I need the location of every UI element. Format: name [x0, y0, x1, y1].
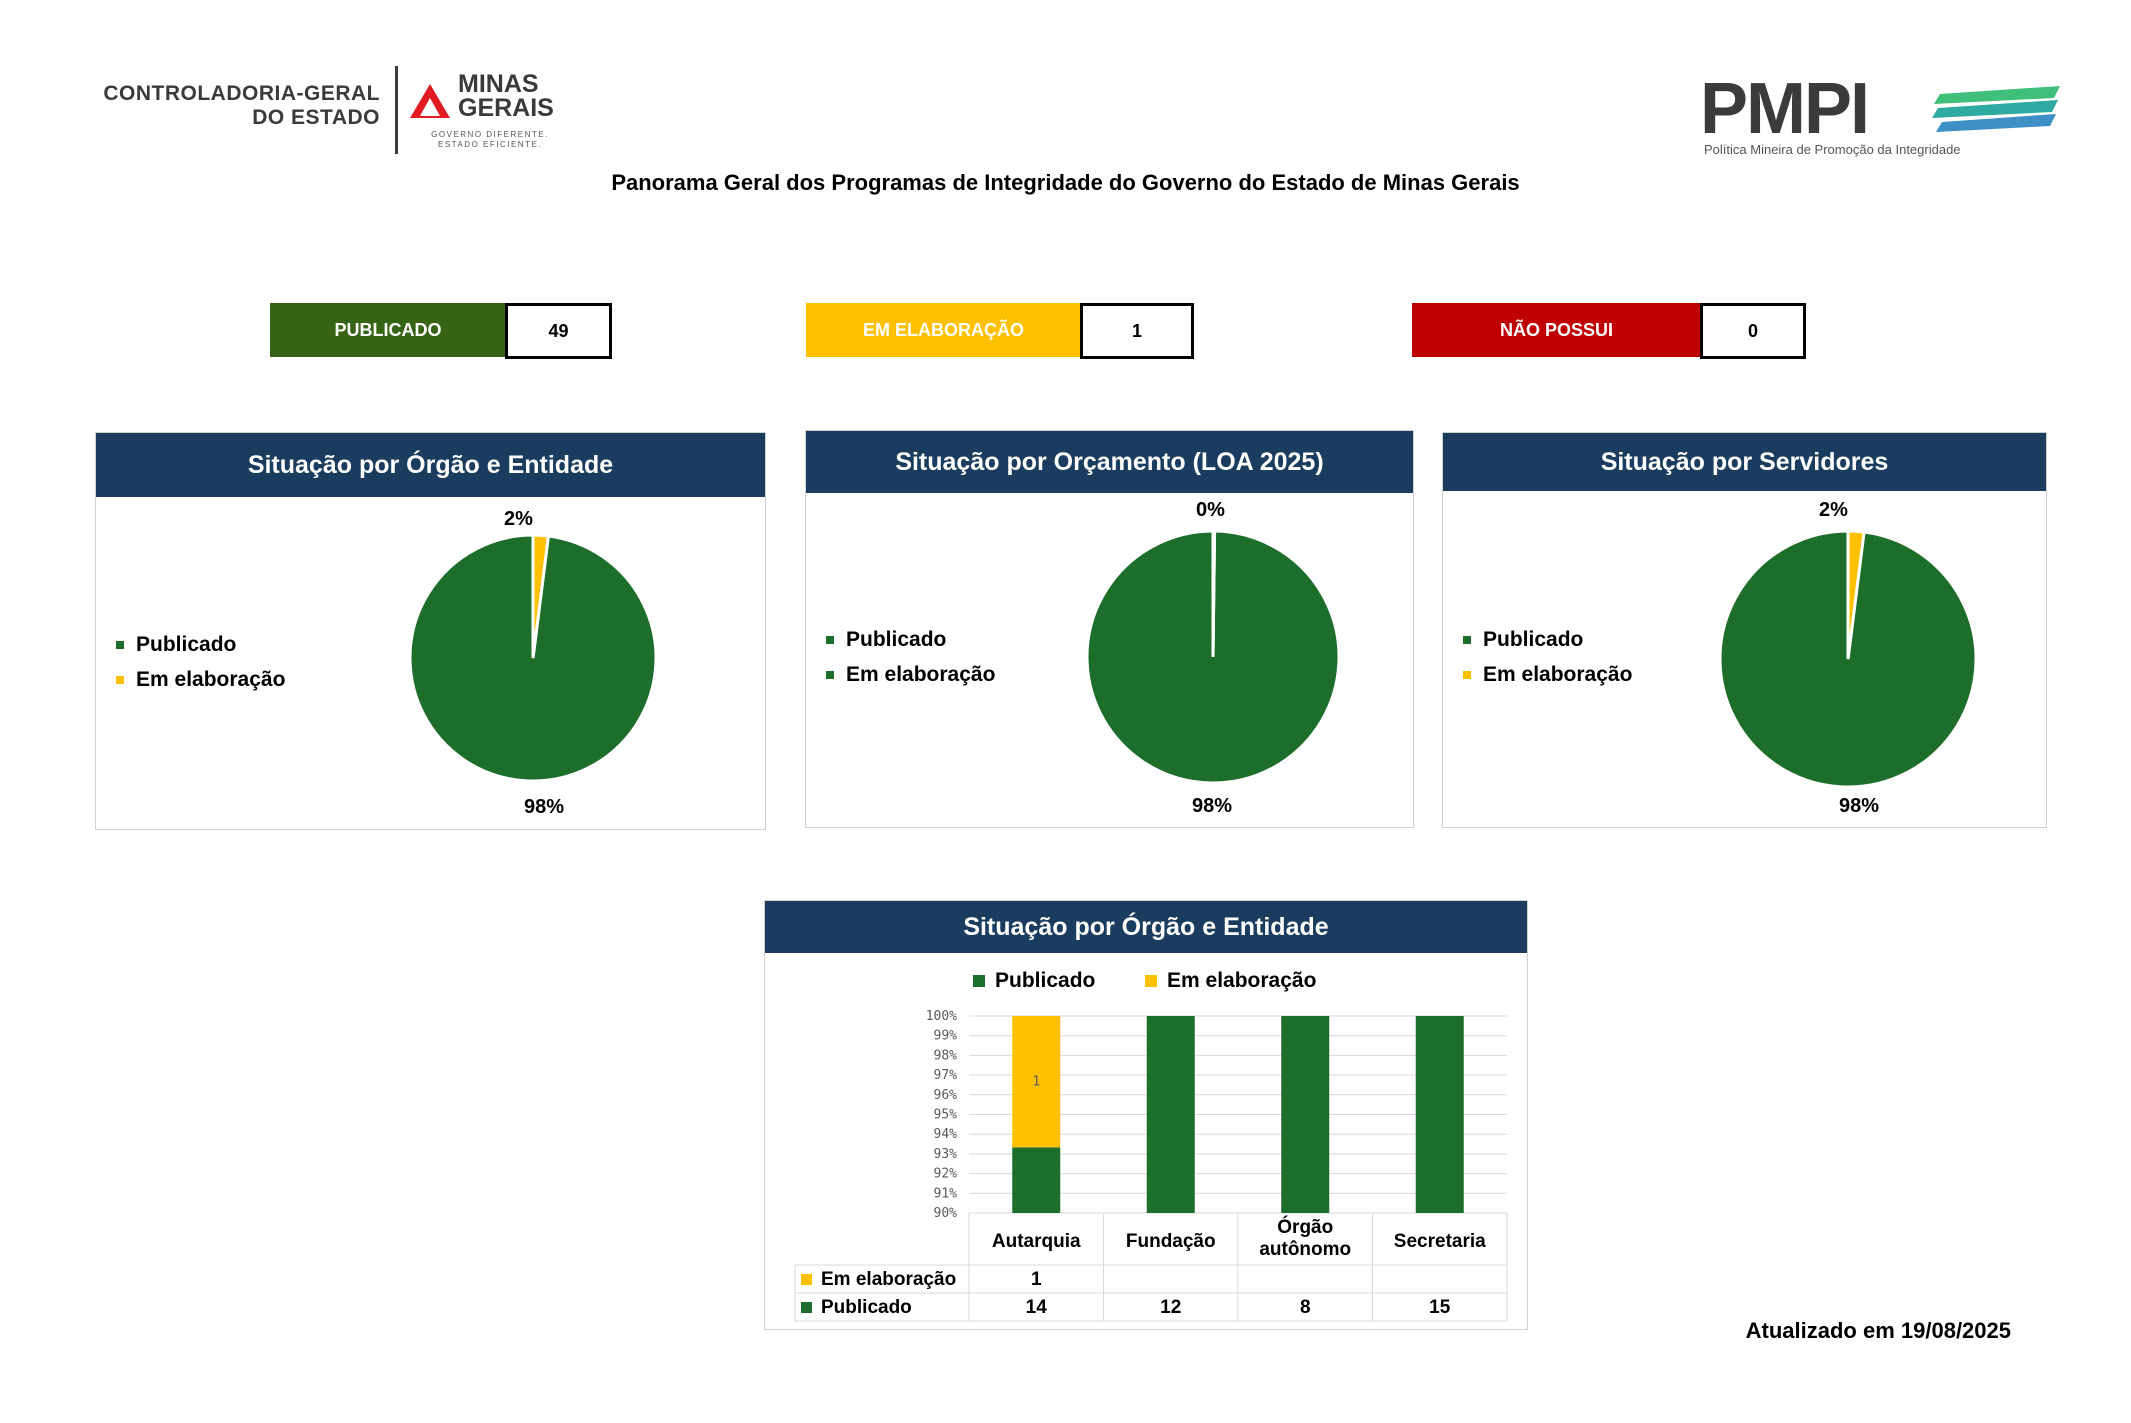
- y-tick-label: 97%: [933, 1068, 957, 1084]
- kpi-nao-possui-value: 0: [1700, 303, 1806, 359]
- legend-publicado-swatch: [1463, 636, 1471, 644]
- category-label: Secretaria: [1393, 1231, 1486, 1252]
- kpi-em-elaboracao-label: EM ELABORAÇÃO: [806, 303, 1081, 357]
- table-row-label: Em elaboração: [821, 1269, 957, 1290]
- pie-panel-orcamento: [805, 430, 1414, 828]
- legend-publicado-swatch: [116, 641, 124, 649]
- kpi-publicado-label: PUBLICADO: [270, 303, 506, 357]
- legend-em-elaboracao-swatch: [116, 676, 124, 684]
- pie-chart-servidores: [1718, 529, 1978, 789]
- kpi-publicado-value: 49: [505, 303, 612, 359]
- table-row-swatch: [801, 1302, 812, 1313]
- legend-em-elaboracao: Em elaboração: [1463, 663, 1632, 687]
- minas-gerais-logo-text: MINAS GERAIS: [458, 70, 554, 122]
- table-cell: 15: [1429, 1297, 1451, 1318]
- bar-legend-publicado: Publicado: [995, 969, 1096, 992]
- pie-servidores-label-publicado: 98%: [1839, 795, 1880, 817]
- pie-servidores-label-em-elaboracao: 2%: [1819, 499, 1848, 521]
- bar-publicado-3: [1416, 1016, 1464, 1213]
- legend-publicado-swatch: [826, 636, 834, 644]
- legend-publicado: Publicado: [1463, 628, 1583, 652]
- y-tick-label: 93%: [933, 1146, 957, 1162]
- legend-em-elaboracao-swatch: [1463, 671, 1471, 679]
- y-tick-label: 96%: [933, 1087, 957, 1103]
- cge-logo: [80, 62, 580, 152]
- y-tick-label: 91%: [933, 1186, 957, 1202]
- bar-publicado-0: [1012, 1147, 1060, 1213]
- legend-em-elaboracao: Em elaboração: [116, 668, 285, 692]
- bar-panel-title: Situação por Órgão e Entidade: [765, 901, 1527, 953]
- minas-gerais-slogan: GOVERNO DIFERENTE. ESTADO EFICIENTE.: [431, 130, 549, 149]
- pmpi-waves-icon: [1932, 80, 2062, 136]
- bar-legend-em-elaboracao: Em elaboração: [1167, 969, 1317, 992]
- table-cell: 8: [1299, 1297, 1311, 1318]
- pie-panel-orgao: [95, 432, 766, 830]
- page-title: Panorama Geral dos Programas de Integridade do Governo do Estado de Minas Gerais: [611, 170, 1520, 195]
- logo-divider: [395, 66, 398, 154]
- pmpi-logo-subtitle: Política Mineira de Promoção da Integridade: [1704, 142, 1961, 157]
- bar-publicado-1: [1147, 1016, 1195, 1213]
- category-label: Órgão: [1277, 1217, 1334, 1238]
- bar-data-label: 1: [1032, 1074, 1041, 1090]
- pie-panel-servidores: [1442, 432, 2047, 828]
- pie-orcamento-label-publicado: 98%: [1192, 795, 1233, 817]
- legend-em-elaboracao-swatch: [826, 671, 834, 679]
- y-tick-label: 90%: [933, 1206, 957, 1221]
- y-tick-label: 100%: [925, 1009, 957, 1024]
- category-label: Fundação: [1125, 1231, 1216, 1252]
- bar-legend-publicado-swatch: [973, 975, 985, 987]
- pie-chart-orcamento: [1085, 529, 1341, 785]
- bar-chart-orgao: [765, 953, 1527, 1329]
- category-label: autônomo: [1259, 1239, 1352, 1260]
- pie-orgao-label-publicado: 98%: [524, 796, 565, 818]
- bar-legend-em-elaboracao-swatch: [1145, 975, 1157, 987]
- bar-panel-orgao: [764, 900, 1528, 1330]
- y-tick-label: 98%: [933, 1048, 957, 1064]
- table-row-label: Publicado: [821, 1297, 912, 1318]
- legend-em-elaboracao: Em elaboração: [826, 663, 995, 687]
- category-label: Autarquia: [991, 1231, 1081, 1252]
- y-tick-label: 92%: [933, 1166, 957, 1182]
- pie-orcamento-label-em-elaboracao: 0%: [1196, 499, 1225, 521]
- pie-panel-orcamento-title: Situação por Orçamento (LOA 2025): [806, 431, 1413, 493]
- kpi-nao-possui-label: NÃO POSSUI: [1412, 303, 1701, 357]
- y-tick-label: 94%: [933, 1127, 957, 1143]
- cge-logo-text: CONTROLADORIA-GERAL DO ESTADO: [103, 82, 380, 129]
- pie-chart-orgao: [408, 533, 658, 783]
- pie-slice-em-elaboracao: [1213, 531, 1215, 657]
- pie-panel-servidores-title: Situação por Servidores: [1443, 433, 2046, 491]
- legend-publicado: Publicado: [826, 628, 946, 652]
- table-cell: 14: [1025, 1297, 1047, 1318]
- minas-gerais-triangle-icon: [408, 82, 452, 122]
- pie-orgao-label-em-elaboracao: 2%: [504, 508, 533, 530]
- table-cell: 1: [1030, 1269, 1042, 1290]
- table-row-swatch: [801, 1274, 812, 1285]
- legend-publicado: Publicado: [116, 633, 236, 657]
- pie-panel-orgao-title: Situação por Órgão e Entidade: [96, 433, 765, 497]
- pmpi-logo: [1700, 69, 2060, 162]
- kpi-em-elaboracao-value: 1: [1080, 303, 1194, 359]
- y-tick-label: 99%: [933, 1028, 957, 1044]
- bar-publicado-2: [1281, 1016, 1329, 1213]
- y-tick-label: 95%: [933, 1107, 957, 1123]
- updated-date: Atualizado em 19/08/2025: [1745, 1318, 2011, 1343]
- table-cell: 12: [1160, 1297, 1182, 1318]
- pmpi-logo-text: PMPI: [1700, 69, 1869, 149]
- bar-legend: [973, 969, 1316, 992]
